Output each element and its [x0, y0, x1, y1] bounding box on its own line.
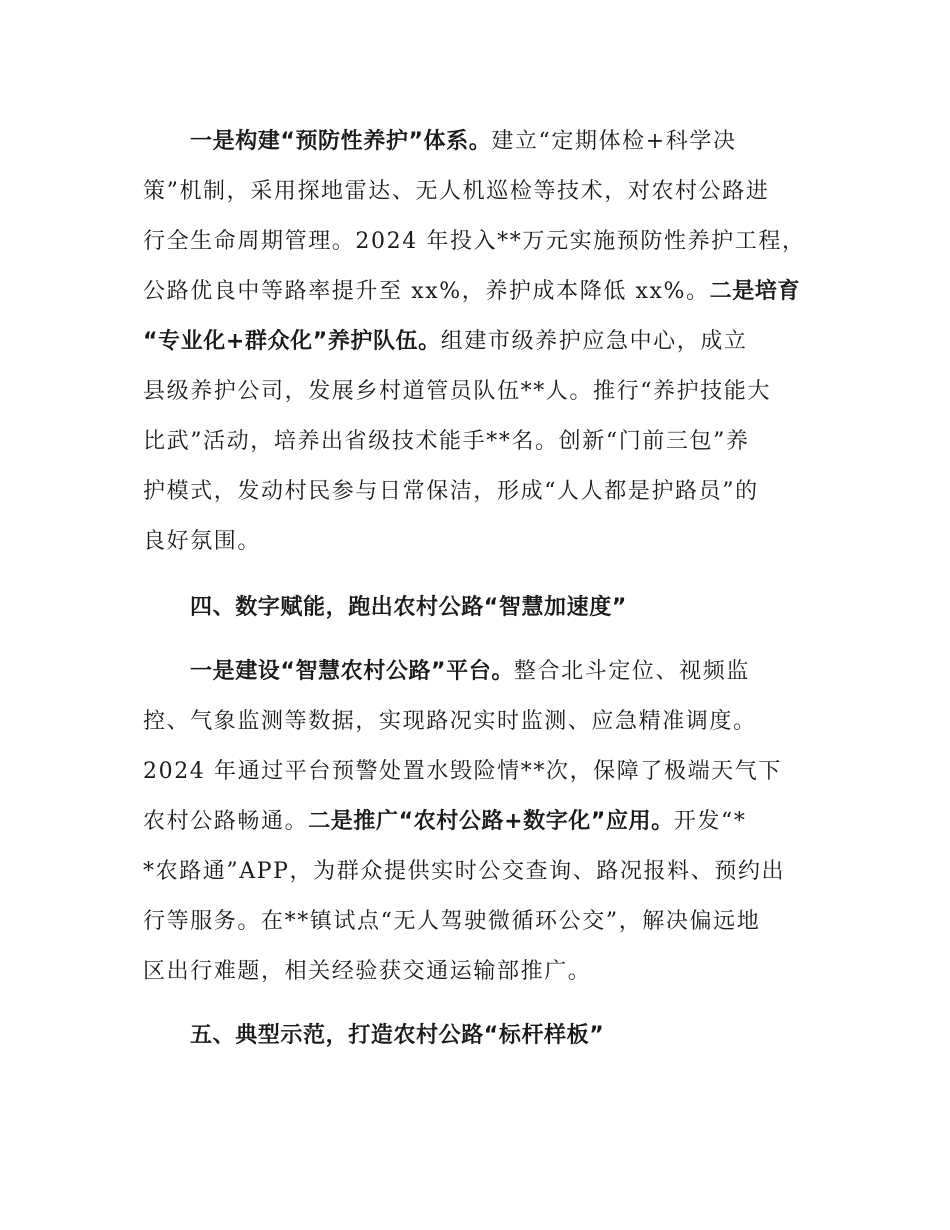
bold-lead-text: 一是建设“智慧农村公路”平台。 — [190, 659, 514, 684]
paragraph-line: 2024 年通过平台预警处置水毁险情**次，保障了极端天气下 — [143, 759, 782, 784]
body-text: 开发“* — [673, 809, 747, 834]
paragraph-line — [190, 656, 870, 688]
paragraph-line: 行等服务。在**镇试点“无人驾驶微循环公交”，解决偏远地 — [143, 909, 761, 934]
section-heading: 五、典型示范，打造农村公路“标杆样板” — [190, 1023, 605, 1048]
paragraph-line — [190, 126, 870, 158]
paragraph-line: 策”机制，采用探地雷达、无人机巡检等技术，对农村公路进 — [143, 179, 770, 204]
paragraph-line: 护模式，发动村民参与日常保洁，形成“人人都是护路员”的 — [143, 479, 759, 504]
paragraph-line: 行全生命周期管理。2024 年投入**万元实施预防性养护工程， — [143, 229, 806, 254]
bold-lead-text: 二是培育 — [709, 279, 801, 304]
body-text: 公路优良中等路率提升至 xx%，养护成本降低 xx%。 — [143, 279, 710, 304]
body-text: 组建市级养护应急中心，成立 — [440, 329, 748, 354]
bold-lead-text: 一是构建“预防性养护”体系。 — [190, 129, 492, 154]
body-text: 建立“定期体检+科学决 — [491, 129, 737, 154]
paragraph-line: 良好氛围。 — [143, 529, 262, 554]
body-text: 整合北斗定位、视频监 — [513, 659, 750, 684]
paragraph-line — [143, 276, 823, 308]
body-text: 农村公路畅通。 — [143, 809, 309, 834]
paragraph-line: 比武”活动，培养出省级技术能手**名。创新“门前三包”养 — [143, 429, 750, 454]
paragraph-line: 区出行难题，相关经验获交通运输部推广。 — [143, 959, 592, 984]
paragraph-line — [143, 806, 823, 838]
paragraph-line: *农路通”APP，为群众提供实时公交查询、路况报料、预约出 — [143, 859, 786, 884]
bold-lead-text: 二是推广“农村公路+数字化”应用。 — [308, 809, 674, 834]
paragraph-line — [143, 326, 823, 358]
paragraph-line: 控、气象监测等数据，实现路况实时监测、应急精准调度。 — [143, 709, 757, 734]
section-heading: 四、数字赋能，跑出农村公路“智慧加速度” — [190, 595, 627, 620]
bold-lead-text: “专业化+群众化”养护队伍。 — [143, 329, 441, 354]
paragraph-line: 县级养护公司，发展乡村道管员队伍**人。推行“养护技能大 — [143, 379, 772, 404]
